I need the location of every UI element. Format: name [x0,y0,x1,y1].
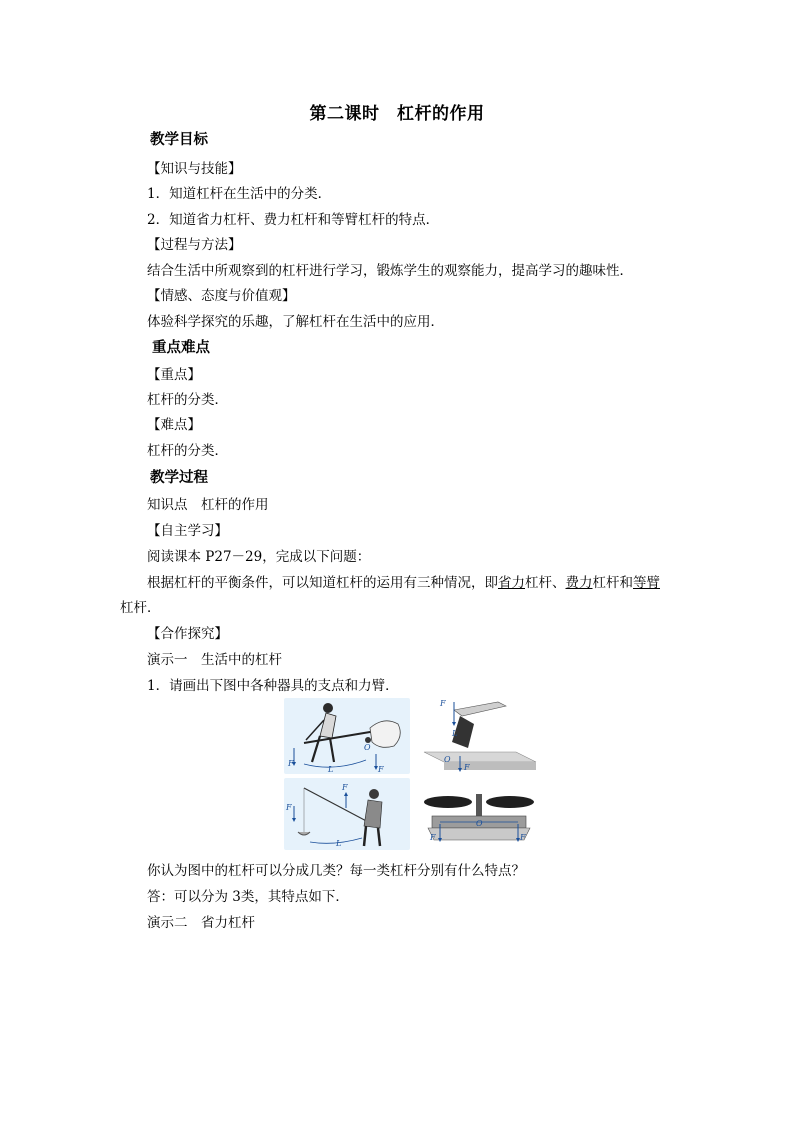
tag-cooperative-inquiry: 【合作探究】 [147,626,228,642]
label-o-scale: O [476,819,483,828]
tag-emotion-values: 【情感、态度与价值观】 [147,288,296,304]
knowledge-point-title: 知识点 杠杆的作用 [147,497,269,513]
difficult-point-text: 杠杆的分类． [147,443,228,459]
label-f2-scale: F [520,833,526,842]
crowbar-illustration [284,698,410,774]
knowledge-item-2: 2．知道省力杠杆、费力杠杆和等臂杠杆的特点． [147,212,440,228]
tag-knowledge-skills: 【知识与技能】 [147,161,242,177]
classification-question: 你认为图中的杠杆可以分成几类？每一类杠杆分别有什么特点？ [147,863,525,879]
demo-one-question: 1．请画出下图中各种器具的支点和力臂． [147,678,399,694]
tag-difficult-point: 【难点】 [147,417,201,433]
label-l1-cutter: L [452,729,458,738]
key-point-text: 杠杆的分类． [147,392,228,408]
label-f2-rod: F [286,803,292,812]
paragraph-continuation: 杠杆． [120,600,161,616]
self-study-instruction: 阅读课本 P27－29，完成以下问题： [147,549,371,565]
lever-illustrations-figure [284,698,542,850]
label-o-cutter: O [444,755,451,764]
knowledge-item-1: 1．知道杠杆在生活中的分类． [147,186,332,202]
fishing-rod-illustration [284,778,410,850]
label-o-crowbar: O [364,743,371,752]
demo-one-title: 演示一 生活中的杠杆 [147,652,282,668]
tag-process-method: 【过程与方法】 [147,237,242,253]
classification-answer: 答：可以分为 3类，其特点如下． [147,889,349,905]
blank-answer-equal-arm: 等臂 [633,575,660,591]
label-f1-cutter: F [440,699,446,708]
balance-scale-illustration [416,778,542,850]
heading-teaching-goals: 教学目标 [150,131,208,148]
emotion-text: 体验科学探究的乐趣，了解杠杆在生活中的应用． [147,314,444,330]
label-f1-crowbar: F [288,759,294,768]
cutter-illustration [416,698,542,774]
paragraph-text-3: 杠杆和 [592,575,633,591]
tag-key-point: 【重点】 [147,367,201,383]
paragraph-text-2: 杠杆、 [525,575,566,591]
blank-answer-force-costing: 费力 [565,575,593,591]
paragraph-text-1: 根据杠杆的平衡条件，可以知道杠杆的运用有三种情况，即 [147,575,498,591]
page-title: 第二课时 杠杆的作用 [309,104,485,124]
label-f2-cutter: F [464,763,470,772]
demo-two-title: 演示二 省力杠杆 [147,915,255,931]
label-f2-crowbar: F [378,765,384,774]
label-l2-rod: L [336,839,342,848]
process-text: 结合生活中所观察到的杠杆进行学习，锻炼学生的观察能力，提高学习的趣味性． [147,263,633,279]
blank-answer-force-saving: 省力 [498,575,525,591]
heading-key-difficult: 重点难点 [152,339,210,356]
label-l1-crowbar: L [328,765,334,774]
tag-self-study: 【自主学习】 [147,523,228,539]
label-f1-rod: F [342,783,348,792]
label-f1-scale: F [430,833,436,842]
lever-types-paragraph [147,574,660,592]
heading-teaching-process: 教学过程 [150,469,208,486]
